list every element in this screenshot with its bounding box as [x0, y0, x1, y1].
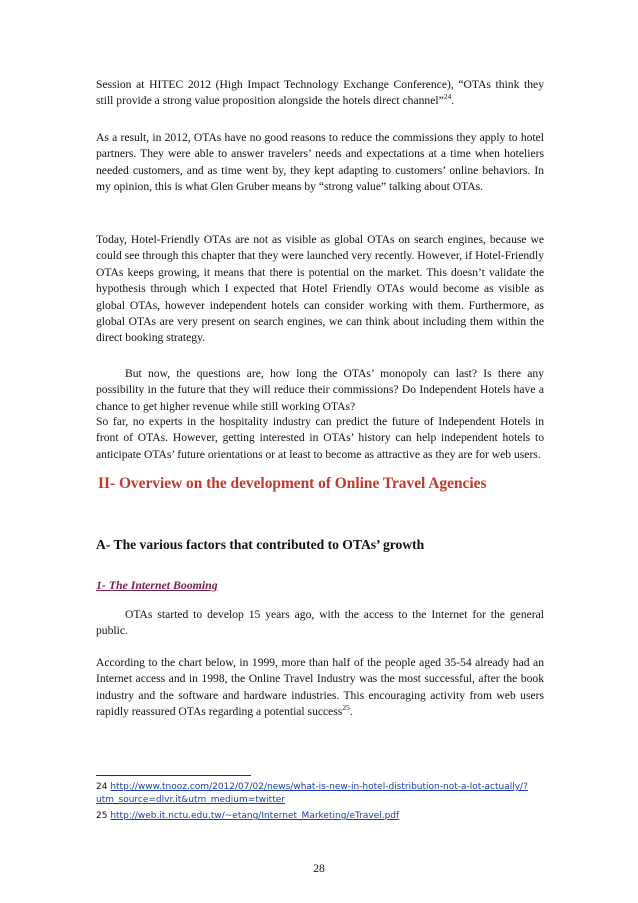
paragraph-commissions: As a result, in 2012, OTAs have no good reasons to reduce the commissions they apply to hotel partners. They were able to answer travelers’ needs and expectations at a time when hoteliers needed customers, and as time went by, they kept adapting to customers’ online behaviors. In my opinion, this is what Glen Gruber means by “strong value” talking about OTAs.	[96, 131, 544, 194]
paragraph-chart-text: According to the chart below, in 1999, more than half of the people aged 35-54 already had an Internet access and in 1998, the Online Travel Industry was the most successful, after the book industry and the software and hardware industries. This encouraging activity from web users rapidly reassured OTAs regarding a potential success	[96, 656, 544, 719]
footnote-25	[96, 810, 546, 823]
footnote-25-link[interactable]: http://web.it.nctu.edu.tw/~etang/Internet_Marketing/eTravel.pdf	[110, 811, 400, 821]
footnote-24	[96, 781, 546, 807]
section-heading: II- Overview on the development of Online Travel Agencies	[98, 475, 487, 492]
paragraph-hitec-text: Session at HITEC 2012 (High Impact Technology Exchange Conference), “OTAs think they still provide a strong value proposition alongside the hotels direct channel”	[96, 78, 544, 108]
paragraph-chart-below	[96, 655, 544, 721]
footnote-ref-25[interactable]: 25	[342, 703, 350, 713]
paragraph-hotel-friendly-otas: Today, Hotel-Friendly OTAs are not as visible as global OTAs on search engines, because we could see through this chapter that they were launched very recently. However, if Hotel-Friendly OTAs keeps growing, it means that there is potential on the market. This doesn’t validate the hypothesis through which I expected that Hotel Friendly OTAs would become as visible as global OTAs, however independent hotels can consider working with them. Furthermore, as global OTAs are very present on search engines, we can think about including them within the direct booking strategy.	[96, 233, 544, 345]
paragraph-experts: So far, no experts in the hospitality industry can predict the future of Independent Hotels in front of OTAs. However, getting interested in OTAs’ history can help independent hotels to anticipate OTAs’ future orientations or at least to become as attractive as they are for web users.	[96, 415, 544, 461]
footnote-24-number: 24	[96, 782, 108, 792]
footnote-ref-24[interactable]: 24	[443, 92, 452, 102]
paragraph-hitec-quote	[96, 77, 544, 110]
paragraph-questions: But now, the questions are, how long the OTAs’ monopoly can last? Is there any possibility in the future that they will reduce their commissions? Do Independent Hotels have a chance to get higher revenue while still working OTAs?	[96, 367, 544, 413]
footnote-24-link[interactable]: http://www.tnooz.com/2012/07/02/news/what-is-new-in-hotel-distribution-not-a-lot-actually/?utm_source=dlvr.it&utm_medium=twitter	[96, 782, 528, 805]
paragraph-internet-access: OTAs started to develop 15 years ago, with the access to the Internet for the general public.	[96, 608, 544, 638]
subsection-heading-1: 1- The Internet Booming	[96, 578, 218, 592]
footnote-divider	[96, 775, 251, 776]
subsection-heading-a: A- The various factors that contributed to OTAs’ growth	[96, 537, 425, 552]
paragraph-hitec-end: .	[451, 94, 455, 108]
paragraph-chart-end: .	[349, 705, 353, 719]
footnote-25-number: 25	[96, 811, 108, 821]
page-number: 28	[313, 862, 325, 875]
